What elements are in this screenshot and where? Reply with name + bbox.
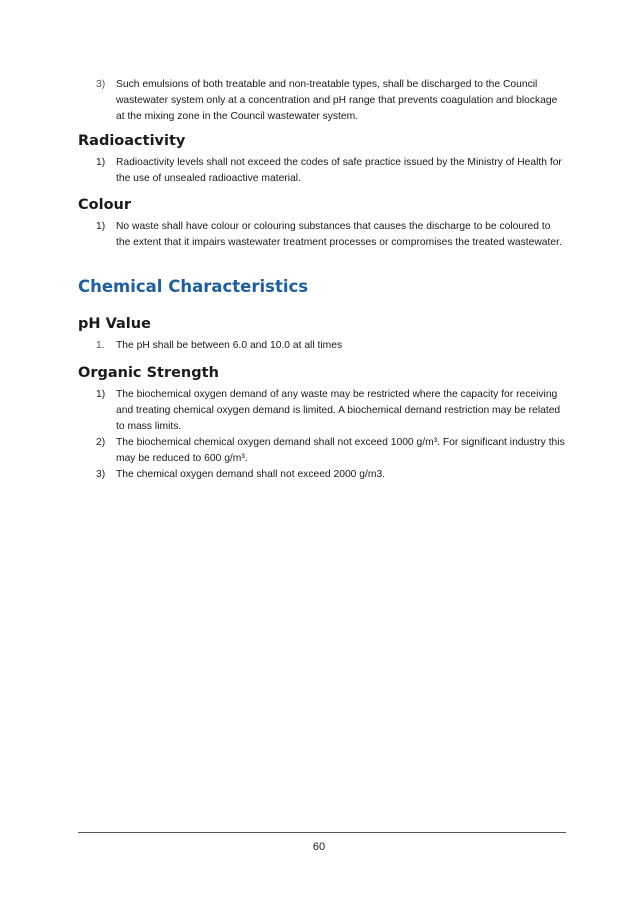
list-item-text: The biochemical chemical oxygen demand shall not exceed 1000 g/m³. For significant industry this may be reduced to 600 g/m³. — [116, 437, 565, 464]
radioactivity-heading: Radioactivity — [78, 133, 186, 149]
list-item — [96, 435, 566, 467]
organic-strength-list — [96, 387, 566, 483]
list-item — [96, 219, 566, 251]
colour-list — [96, 219, 566, 251]
chemical-characteristics-heading: Chemical Characteristics — [78, 277, 309, 296]
ph-value-heading: pH Value — [78, 316, 151, 332]
list-item — [96, 155, 566, 187]
list-item-number: 3) — [96, 469, 106, 480]
list-item — [96, 77, 566, 125]
colour-heading: Colour — [78, 197, 132, 213]
list-item-number: 1) — [96, 221, 106, 232]
list-item-text: The chemical oxygen demand shall not exceed 2000 g/m3. — [116, 469, 386, 480]
footer-rule — [78, 832, 566, 833]
organic-strength-heading: Organic Strength — [78, 365, 219, 381]
radioactivity-list — [96, 155, 566, 187]
list-item-number: 2) — [96, 437, 106, 448]
ph-value-list — [96, 338, 566, 354]
list-item-text: Such emulsions of both treatable and non-treatable types, shall be discharged to the Council wastewater system only at a concentration and pH range that prevents coagulation and blockage at the mixing zone in the Council wastewater system. — [116, 79, 558, 122]
list-item-text: The pH shall be between 6.0 and 10.0 at all times — [116, 340, 343, 351]
page-number: 60 — [312, 841, 326, 853]
list-item-number: 3) — [96, 79, 106, 90]
list-item-number: 1) — [96, 389, 106, 400]
list-item-text: Radioactivity levels shall not exceed the codes of safe practice issued by the Ministry of Health for the use of unsealed radioactive material. — [116, 157, 562, 184]
list-item — [96, 387, 566, 435]
list-item-text: The biochemical oxygen demand of any waste may be restricted where the capacity for receiving and treating chemical oxygen demand is limited. A biochemical demand restriction may be related to mass limits. — [116, 389, 561, 432]
intro-list — [96, 77, 566, 125]
list-item-text: No waste shall have colour or colouring substances that causes the discharge to be coloured to the extent that it impairs wastewater treatment processes or compromises the treated wastewater. — [116, 221, 562, 248]
list-item — [96, 338, 566, 354]
list-item — [96, 467, 566, 483]
list-item-number: 1. — [96, 340, 105, 351]
list-item-number: 1) — [96, 157, 106, 168]
